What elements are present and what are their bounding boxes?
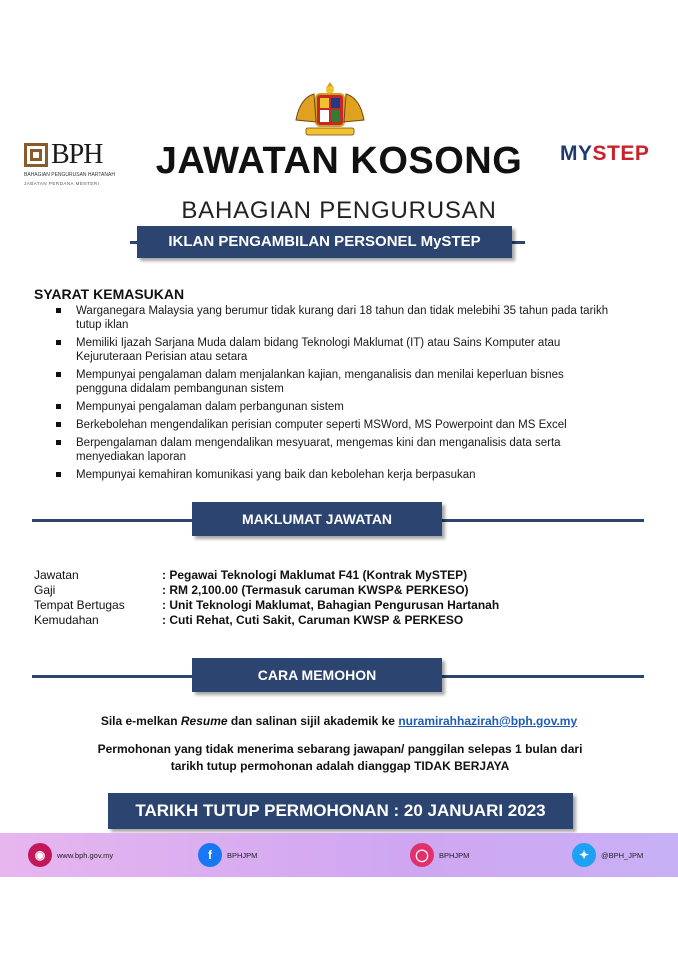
bph-logo-subtitle: BAHAGIAN PENGURUSAN HARTANAH	[24, 172, 115, 178]
job-value: : Pegawai Teknologi Maklumat F41 (Kontrak MySTEP)	[162, 568, 468, 582]
maklumat-banner: MAKLUMAT JAWATAN	[192, 502, 442, 536]
job-value: : RM 2,100.00 (Termasuk caruman KWSP& PERKESO)	[162, 583, 469, 597]
job-row-benefits	[34, 613, 499, 628]
page-subtitle: BAHAGIAN PENGURUSAN	[181, 197, 497, 224]
job-label: Gaji	[34, 583, 56, 597]
footer-instagram[interactable]	[410, 843, 469, 867]
mystep-logo-part1: MY	[560, 142, 593, 165]
twitter-label: @BPH_JPM	[601, 850, 644, 860]
job-row-location	[34, 598, 499, 613]
job-label: Kemudahan	[34, 613, 99, 627]
footer-website[interactable]	[28, 843, 113, 867]
job-value: : Unit Teknologi Maklumat, Bahagian Pengurusan Hartanah	[162, 598, 500, 612]
closing-date-banner: TARIKH TUTUP PERMOHONAN : 20 JANUARI 2023	[108, 793, 573, 829]
list-item: Berkebolehan mengendalikan perisian computer seperti MSWord, MS Powerpoint dan MS Excel	[52, 418, 612, 432]
job-row-position	[34, 568, 499, 583]
job-value: : Cuti Rehat, Cuti Sakit, Caruman KWSP & PERKESO	[162, 613, 464, 627]
job-details	[34, 568, 499, 628]
requirements-list	[52, 304, 612, 486]
requirements-heading: SYARAT KEMASUKAN	[34, 286, 185, 302]
job-row-salary	[34, 583, 499, 598]
cara-banner: CARA MEMOHON	[192, 658, 442, 692]
mystep-logo-part2: STEP	[592, 142, 650, 165]
apply-text-pre: Sila e-melkan	[100, 714, 181, 728]
twitter-icon: ✦	[572, 843, 596, 867]
bph-logo-text: BPH	[51, 139, 103, 170]
list-item: Mempunyai kemahiran komunikasi yang baik dan kebolehan kerja berpasukan	[52, 468, 612, 482]
website-label: www.bph.gov.my	[57, 850, 114, 860]
apply-instruction	[0, 714, 678, 728]
apply-note: Permohonan yang tidak menerima sebarang jawapan/ panggilan selepas 1 bulan dari tarikh tutup permohonan adalah dianggap TIDAK BERJAYA	[97, 742, 583, 773]
job-label: Tempat Bertugas	[34, 598, 125, 612]
social-footer	[0, 833, 678, 877]
job-label: Jawatan	[34, 568, 79, 582]
list-item: Berpengalaman dalam mengendalikan mesyuarat, mengemas kini dan menganalisis data serta menyediakan laporan	[52, 436, 612, 464]
list-item: Mempunyai pengalaman dalam perbangunan sistem	[52, 400, 612, 414]
instagram-icon: ◯	[410, 843, 434, 867]
website-icon: ◉	[28, 843, 52, 867]
list-item: Warganegara Malaysia yang berumur tidak kurang dari 18 tahun dan tidak melebihi 35 tahun pada tarikh tutup iklan	[52, 304, 612, 332]
email-link[interactable]: nuramirahhazirah@bph.gov.my	[398, 714, 578, 728]
facebook-icon: f	[198, 843, 222, 867]
bph-logo-tagline: JABATAN PERDANA MENTERI	[24, 181, 100, 186]
iklan-banner: IKLAN PENGAMBILAN PERSONEL MySTEP	[137, 226, 512, 258]
footer-twitter[interactable]	[572, 843, 643, 867]
malaysia-crest-icon	[290, 80, 370, 138]
footer-facebook[interactable]	[198, 843, 257, 867]
instagram-label: BPHJPM	[439, 850, 470, 860]
list-item: Memiliki Ijazah Sarjana Muda dalam bidang Teknologi Maklumat (IT) atau Sains Komputer atau Kejuruteraan Perisian atau setara	[52, 336, 612, 364]
apply-text-resume: Resume	[180, 714, 228, 728]
page-title: JAWATAN KOSONG	[155, 140, 523, 182]
apply-text-mid: dan salinan sijil akademik ke	[227, 714, 399, 728]
list-item: Mempunyai pengalaman dalam menjalankan kajian, menganalisis dan menilai keperluan bisnes pengguna didalam pembangunan sistem	[52, 368, 612, 396]
facebook-label: BPHJPM	[227, 850, 258, 860]
